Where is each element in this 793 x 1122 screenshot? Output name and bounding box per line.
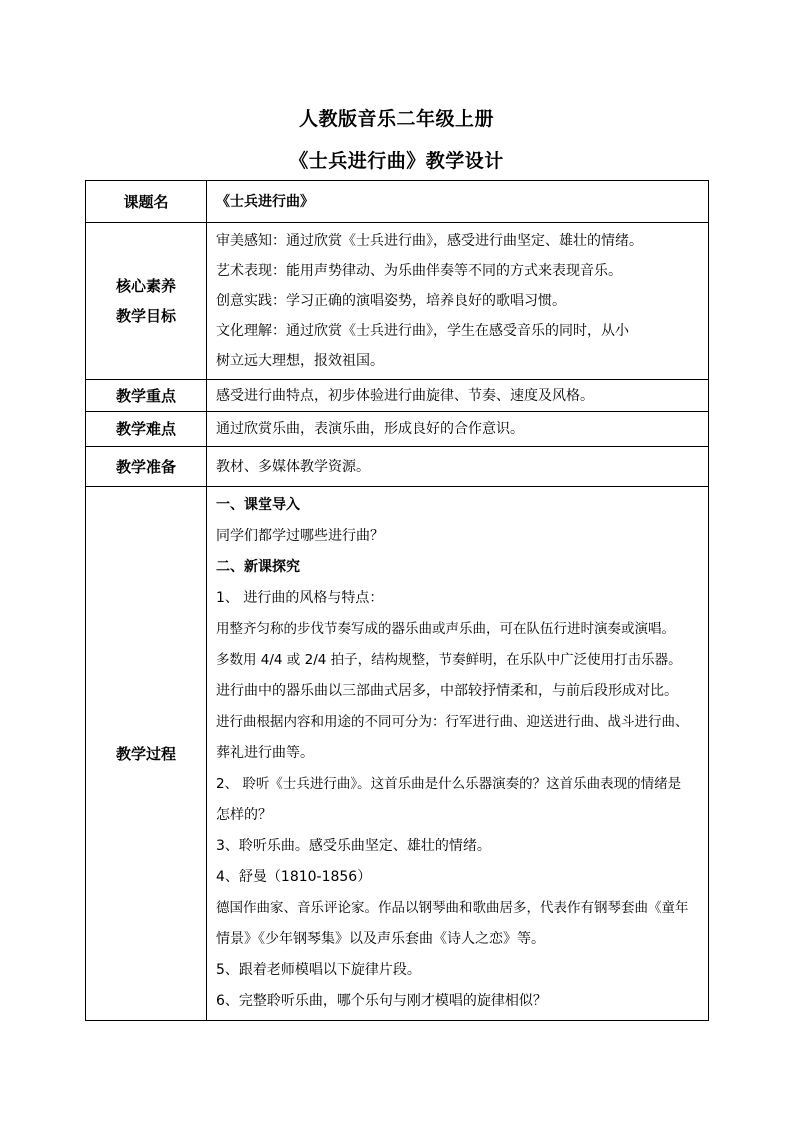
process-line: 4、舒曼（1810-1856） (216, 869, 372, 885)
goal-line: 审美感知：通过欣赏《士兵进行曲》，感受进行曲坚定、雄壮的情绪。 (216, 233, 643, 249)
key-points-value: 感受进行曲特点，初步体验进行曲旋律、节奏、速度及风格。 (207, 380, 709, 412)
preparation-value: 教材、多媒体教学资源。 (207, 447, 709, 487)
goals-content (207, 223, 709, 380)
goal-line: 创意实践：学习正确的演唱姿势，培养良好的歌唱习惯。 (216, 293, 566, 309)
key-points-label: 教学重点 (86, 380, 207, 412)
process-line: 用整齐匀称的步伐节奏写成的器乐曲或声乐曲，可在队伍行进时演奏或演唱。 (216, 621, 675, 637)
process-line: 2、 聆听《士兵进行曲》。这首乐曲是什么乐器演奏的？这首乐曲表现的情绪是 (216, 776, 682, 792)
table-row-difficulties (86, 412, 709, 447)
process-line: 葬礼进行曲等。 (216, 745, 314, 761)
process-line: 情景》《少年钢琴集》以及声乐套曲《诗人之恋》等。 (216, 931, 545, 947)
process-line: 同学们都学过哪些进行曲？ (216, 528, 384, 544)
goal-line: 文化理解：通过欣赏《士兵进行曲》，学生在感受音乐的同时，从小 (216, 323, 629, 339)
process-line: 进行曲根据内容和用途的不同可分为：行军进行曲、迎送进行曲、战斗进行曲、 (216, 714, 689, 730)
table-row-key-points (86, 380, 709, 412)
process-line: 进行曲中的器乐曲以三部曲式居多，中部较抒情柔和，与前后段形成对比。 (216, 683, 678, 699)
topic-value: 《士兵进行曲》 (207, 181, 709, 223)
process-line: 5、跟着老师模唱以下旋律片段。 (216, 962, 421, 978)
section-heading: 一、课堂导入 (216, 497, 300, 513)
difficulties-value: 通过欣赏乐曲，表演乐曲，形成良好的合作意识。 (207, 412, 709, 447)
process-line: 6、完整聆听乐曲，哪个乐句与刚才模唱的旋律相似？ (216, 993, 547, 1009)
process-line: 3、聆听乐曲。感受乐曲坚定、雄壮的情绪。 (216, 838, 491, 854)
section-heading: 二、新课探究 (216, 559, 300, 575)
goal-line: 树立远大理想，报效祖国。 (216, 353, 384, 369)
process-line: 多数用 4/4 或 2/4 拍子，结构规整，节奏鲜明，在乐队中广泛使用打击乐器。 (216, 652, 682, 668)
difficulties-label: 教学难点 (86, 412, 207, 447)
goals-label: 核心素养 教学目标 (86, 223, 207, 380)
topic-label: 课题名 (86, 181, 207, 223)
preparation-label: 教学准备 (86, 447, 207, 487)
lesson-plan-table (85, 180, 709, 1021)
document-title: 人教版音乐二年级上册 (298, 108, 494, 130)
table-row-goals (86, 223, 709, 380)
process-label: 教学过程 (86, 487, 207, 1021)
process-line: 1、 进行曲的风格与特点： (216, 590, 384, 606)
table-row-preparation (86, 447, 709, 487)
table-row-process (86, 487, 709, 1021)
document-subtitle: 《士兵进行曲》教学设计 (289, 150, 504, 172)
goal-line: 艺术表现：能用声势律动、为乐曲伴奏等不同的方式来表现音乐。 (216, 263, 622, 279)
process-content (207, 487, 709, 1021)
process-line: 德国作曲家、音乐评论家。作品以钢琴曲和歌曲居多，代表作有钢琴套曲《童年 (216, 900, 689, 916)
process-line: 怎样的？ (216, 807, 272, 823)
table-row-topic (86, 181, 709, 223)
